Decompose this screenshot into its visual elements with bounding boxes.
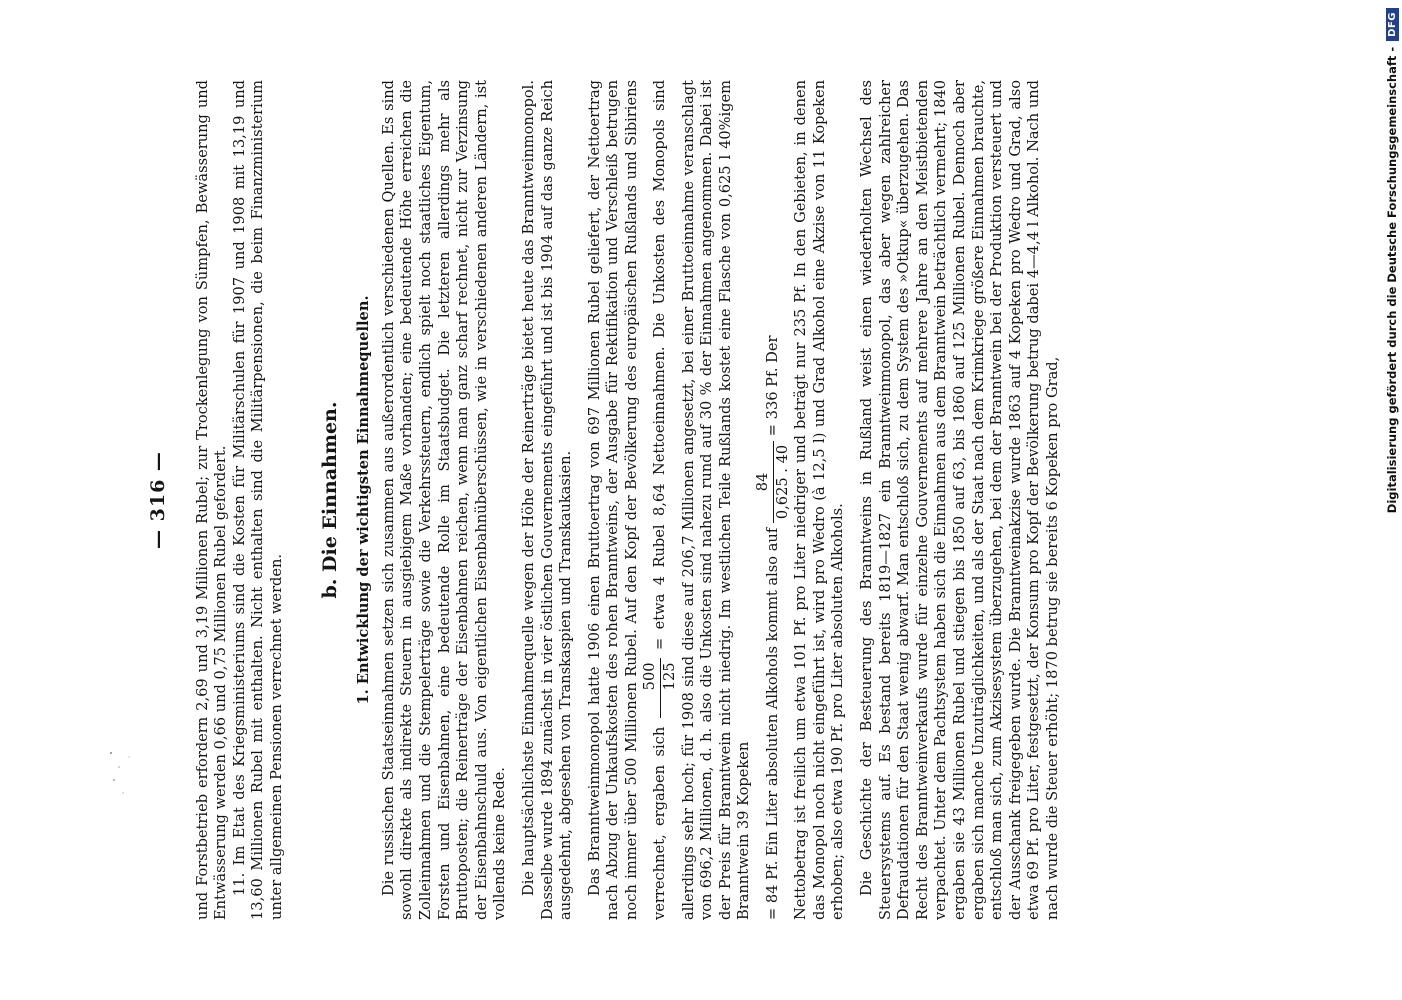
book-page [149, 80, 1234, 920]
formula-fraction [754, 441, 792, 523]
fraction-denominator: 125 [661, 662, 679, 691]
paragraph-monopoly-yield-text: Das Branntweinmonopol hatte 1906 einen Bruttoertrag von 697 Millionen Rubel geliefert, der Nettoertrag nach Abzug der Unkaufskosten des rohen Branntweins, der Ausgabe für Rektifikation und Verschleiß betrugen noch immer über 500 Millionen Rubel. Auf den Kopf der Bevölkerung des europäischen Rußlands und Sibiriens verrechnet, ergaben sich [585, 80, 669, 920]
scan-speckles [105, 745, 145, 805]
formula-tail: = 336 Pf. Der [764, 335, 782, 437]
paragraph-tax-history: Die Geschichte der Besteuerung des Branntweins in Rußland weist einen wiederholten Wechsel des Steuersystems auf. Es bestand bereits 1819—1827 ein Branntweinmonopol, das aber wegen zahlreicher Defraudationen für den Staat wenig abwarf. Man entschloß sich, zu dem System des »Otkup« überzugehen. Das Recht des Branntweinverkaufs wurde für einzelne Gouvernements auf mehrere Jahre an den Meistbietenden verpachtet. Unter dem Pachtsystem haben sich die Einnahmen aus dem Branntwein beträchtlich vermehrt; 1840 ergaben sie 43 Millionen Rubel und stiegen bis 1850 auf 63, bis 1860 auf 125 Millionen Rubel. Dennoch aber ergaben sich manche Unzuträglichkeiten, und als der Staat nach dem Krimkriege größere Einnahmen brauchte, entschloß man sich, zum Akzisesystem überzugehen, bei dem der Branntwein bei der Produktion versteuert und der Ausschank freigegeben wurde. Die Branntweinakzise wurde 1863 auf 4 Kopeken pro Wedro und Grad, also etwa 69 Pf. pro Liter, festgesetzt, der Konsum pro Kopf der Bevölkerung betrug dabei 4—4,4 l Alkohol. Nach und nach wurde die Steuer erhöht; 1870 betrug sie bereits 6 Kopeken pro Grad, [858, 80, 1061, 920]
subsection-heading: 1. Entwicklung der wichtigsten Einnahmequellen. [355, 295, 373, 705]
formula-line [754, 80, 792, 920]
formula-numerator: 84 [754, 441, 774, 523]
section-heading: b. Die Einnahmen. [318, 401, 341, 599]
paragraph-continued: und Forstbetrieb erfordern 2,69 und 3,19 Millionen Rubel; zur Trockenlegung von Sümpfen, Bewässerung und Entwässerung werden 0,66 und 0,75 Millionen Rubel gefordert. [193, 80, 230, 920]
paragraph-monopoly-costs: = etwa 4 Rubel 8,64 Nettoeinnahmen. Die Unkosten des Monopols sind allerdings sehr hoch; für 1908 sind diese auf 206,7 Millionen angesetzt, bei einer Bruttoeinnahme veranschlagt von 696,2 Millionen, d. h. also die Unkosten sind nahezu rund auf 30 % der Einnahmen angenommen. Dabei ist der Preis für Branntwein nicht niedrig. Im westlichen Teile Rußlands kostet eine Flasche von 0,625 l 40%igem Branntwein 39 Kopeken [651, 79, 753, 920]
paragraph-brandy-monopoly: Die hauptsächlichste Einnahmequelle wegen der Höhe der Reinerträge bietet heute das Branntweinmonopol. Dasselbe wurde 1894 zunächst in vier östlichen Gouvernements eingeführt und ist bis 1904 auf das ganze Reich ausgedehnt, abgesehen von Transkaspien und Transkaukasien. [519, 80, 575, 920]
fraction-per-capita [641, 658, 679, 718]
paragraph-net-amount: Nettobetrag ist freilich um etwa 101 Pf. pro Liter niedriger und beträgt nur 235 Pf. In den Gebieten, in denen das Monopol noch nicht eingeführt ist, wird pro Wedro (à 12,5 l) und Grad Alkohol eine Akzise von 11 Kopeken erhoben; also etwa 190 Pf. pro Liter absoluten Alkohols. [792, 80, 847, 920]
formula-denominator: 0,625 . 40 [773, 444, 791, 520]
dfg-logo: DFG [1386, 8, 1399, 41]
credit-text: Digitalisierung gefördert durch die Deutsche Forschungsgemeinschaft - [1385, 46, 1399, 514]
fraction-numerator: 500 [641, 658, 661, 718]
paragraph-revenue-sources: Die russischen Staatseinnahmen setzen sich zusammen aus außerordentlich verschiedenen Quellen. Es sind sowohl direkte als indirekte Steuern in ausgiebigem Maße vorhanden; eine bedeutende Höhe erreichen die Zolleinnahmen und die Stempelerträge sowie die Verkehrssteuern, endlich spielt noch staatliches Eigentum, Forsten und Eisenbahnen, eine bedeutende Rolle im Staatsbudget. Die letzteren allerdings mehr als Bruttoposten; die Reinerträge der Eisenbahnen reichen, wenn man ganz scharf rechnet, nicht zur Verzinsung der Eisenbahnschuld aus. Von eigentlichen Eisenbahnüberschüssen, wie in verschiedenen anderen Ländern, ist vollends keine Rede. [379, 80, 509, 920]
page-number: — 316 — [147, 451, 169, 549]
paragraph-monopoly-yield [586, 80, 754, 920]
digitisation-credit [1362, 8, 1399, 990]
paragraph-11: 11. Im Etat des Kriegsministeriums sind die Kosten für Militärschulen für 1907 und 1908 mit 13,19 und 13,60 Millionen Rubel mit enthalten. Nicht enthalten sind die Militärpensionen, die beim Finanzministerium unter allgemeinen Pensionen verrechnet werden. [230, 80, 285, 920]
formula-lead: = 84 Pf. Ein Liter absoluten Alkohols kommt also auf [764, 527, 782, 920]
